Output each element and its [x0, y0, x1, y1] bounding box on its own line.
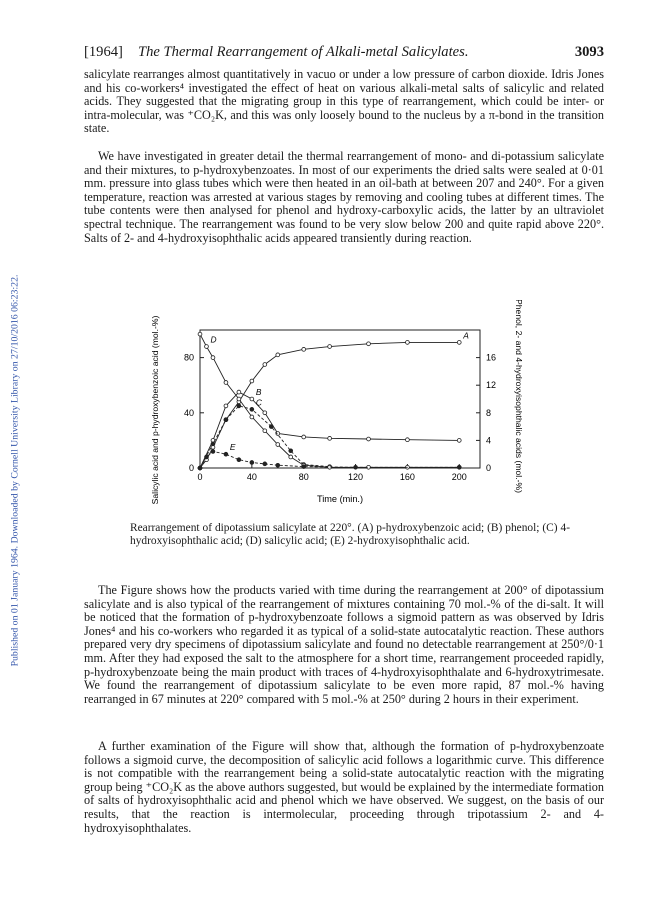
series-point-E: [354, 465, 358, 469]
series-point-B: [263, 411, 267, 415]
x-tick-label: 80: [298, 472, 309, 482]
series-point-D: [205, 345, 209, 349]
x-tick-label: 200: [451, 472, 467, 482]
y-right-tick-label: 0: [486, 463, 492, 473]
series-point-A: [302, 347, 306, 351]
x-tick-label: 0: [197, 472, 203, 482]
series-point-C: [224, 418, 228, 422]
figure: [140, 300, 540, 520]
y-left-tick-label: 40: [183, 407, 194, 418]
series-point-D: [211, 356, 215, 360]
y-right-tick-label: 16: [486, 352, 497, 363]
paragraph-3: The Figure shows how the products varied with time during the rearrangement at 200° of dipotassium salicylate and is also typical of the rearrangement of mixtures containing 70 mol.-% of the di-salt. It will be noticed that the formation of p-hydroxybenzoate follows a sigmoid pattern as was observed by Idris Jones⁴ and his co-workers who regarded it as typical of a solid-state autocatalytic reaction. These authors prepared very dry specimens of dipotassium salicylate and found no detectable rearrangement at 250°/0·1 mm. After they had exposed the salt to the atmosphere for a short time, rearrangement proceeded rapidly, p-hydroxybenzoate being the main product with traces of 4-hydroxyisophthalate and 6-hydroxytrimesate. We found the rearrangement of dipotassium salicylate to be even more rapid, 87 mol.-% having rearranged in 67 minutes at 220° compared with 5 mol.-% at 250° during 2 hours in their experiment.: [84, 583, 604, 706]
figure-caption: Rearrangement of dipotassium salicylate at 220°. (A) p-hydroxybenzoic acid; (B) phenol; (C) 4-hydroxyisophthalic acid; (D) salicylic acid; (E) 2-hydroxyisophthalic acid.: [130, 522, 570, 547]
y-right-tick-label: 8: [486, 407, 492, 418]
series-point-A: [367, 342, 371, 346]
series-point-D: [224, 381, 228, 385]
series-point-E: [302, 465, 306, 469]
series-point-C: [237, 404, 241, 408]
header-title: The Thermal Rearrangement of Alkali-metal Salicylates.: [138, 44, 469, 60]
y-left-tick-label: 0: [188, 463, 194, 473]
series-point-E: [237, 458, 241, 462]
series-point-E: [276, 463, 280, 467]
y-left-tick-label: 80: [183, 352, 194, 363]
page-number: 3093: [574, 44, 604, 60]
page-header: [84, 44, 604, 62]
x-axis-label: Time (min.): [316, 494, 364, 504]
series-point-B: [328, 436, 332, 440]
series-point-D: [289, 455, 293, 459]
series-point-C: [250, 407, 254, 411]
header-year: [1964]: [84, 44, 123, 60]
x-tick-label: 160: [399, 472, 415, 482]
y-right-tick-label: 4: [486, 435, 492, 446]
series-label-D: D: [210, 334, 217, 345]
series-point-E: [198, 466, 202, 470]
series-point-D: [237, 397, 241, 401]
series-point-E: [263, 462, 267, 466]
y-axis-label-left: Salicylic acid and p-hydroxybenzoic acid (mol.-%): [150, 315, 160, 505]
series-point-D: [198, 332, 202, 336]
series-point-B: [237, 390, 241, 394]
paragraph-2: We have investigated in greater detail the thermal rearrangement of mono- and di-potassium salicylate and their mixtures, to p-hydroxybenzoates. In most of our experiments the dried salts were sealed at 0·01 mm. pressure into glass tubes which were then heated in an oil-bath at between 207 and 240°. For a given temperature, reaction was arrested at various stages by removing and cooling tubes at different times. The tube contents were then analysed for phenol and hydroxy-carboxylic acids, the latter by an ultraviolet spectral technique. The rearrangement was found to be very slow below 200 and quite rapid above 220°. Salts of 2- and 4-hydroxyisophthalic acids appeared transiently during reaction.: [84, 149, 604, 245]
series-point-B: [367, 437, 371, 441]
series-point-B: [224, 404, 228, 408]
series-point-A: [328, 345, 332, 349]
series-point-A: [457, 341, 461, 345]
paragraph-4: A further examination of the Figure will show that, although the formation of p-hydroxybenzoate follows a sigmoid curve, the decomposition of salicylic acid follows a logarithmic curve. This difference is not compatible with the rearrangement being a solid-state autocatalytic reaction with the migrating group being ⁺CO₂K as the above authors suggested, but would be explained by the intermediate formation of salts of hydroxyisophthalic acid and phenol which we have observed. We suggest, on the basis of our results, that the reaction is intermolecular, proceeding through tripotassium 2- and 4-hydroxyisophthalates.: [84, 739, 604, 835]
x-tick-label: 40: [246, 472, 257, 482]
series-point-B: [250, 397, 254, 401]
series-point-D: [276, 443, 280, 447]
series-label-B: B: [255, 387, 262, 397]
series-point-B: [406, 438, 410, 442]
series-label-C: C: [255, 397, 262, 408]
series-point-D: [250, 415, 254, 419]
y-axis-label-right: Phenol, 2- and 4-hydroxyisophthalic acids (mol.-%): [514, 300, 524, 493]
series-point-E: [211, 450, 215, 454]
series-point-C: [289, 449, 293, 453]
series-point-E: [224, 452, 228, 456]
series-label-E: E: [229, 442, 236, 453]
series-point-A: [406, 341, 410, 345]
series-point-E: [457, 465, 461, 469]
figure-chart: [140, 300, 540, 520]
series-point-C: [269, 425, 273, 429]
provenance-text: Published on 01 January 1964. Downloaded by Cornell University Library on 27/10/2016 06:23:22.: [9, 274, 21, 666]
y-right-tick-label: 12: [486, 380, 497, 391]
series-point-A: [276, 353, 280, 357]
series-point-B: [457, 439, 461, 443]
provenance-sidebar: [8, 140, 22, 800]
series-point-A: [263, 363, 267, 367]
series-point-A: [250, 379, 254, 383]
series-point-D: [263, 429, 267, 433]
paragraph-1: salicylate rearranges almost quantitatively in vacuo or under a low pressure of carbon dioxide. Idris Jones and his co-workers⁴ investigated the effect of heat on various alkali-metal salts of salicylic and related acids. They suggested that the migrating group in this type of rearrangement, which could be inter- or intra-molecular, was ⁺CO₂K, and this was only loosely bound to the nucleus by a π-bond in the transition state.: [84, 67, 604, 136]
series-point-E: [250, 461, 254, 465]
series-point-C: [211, 442, 215, 446]
series-point-B: [302, 435, 306, 439]
plot-frame: [200, 330, 480, 468]
series-label-A: A: [463, 330, 469, 341]
series-point-E: [205, 455, 209, 459]
x-tick-label: 120: [348, 472, 364, 482]
